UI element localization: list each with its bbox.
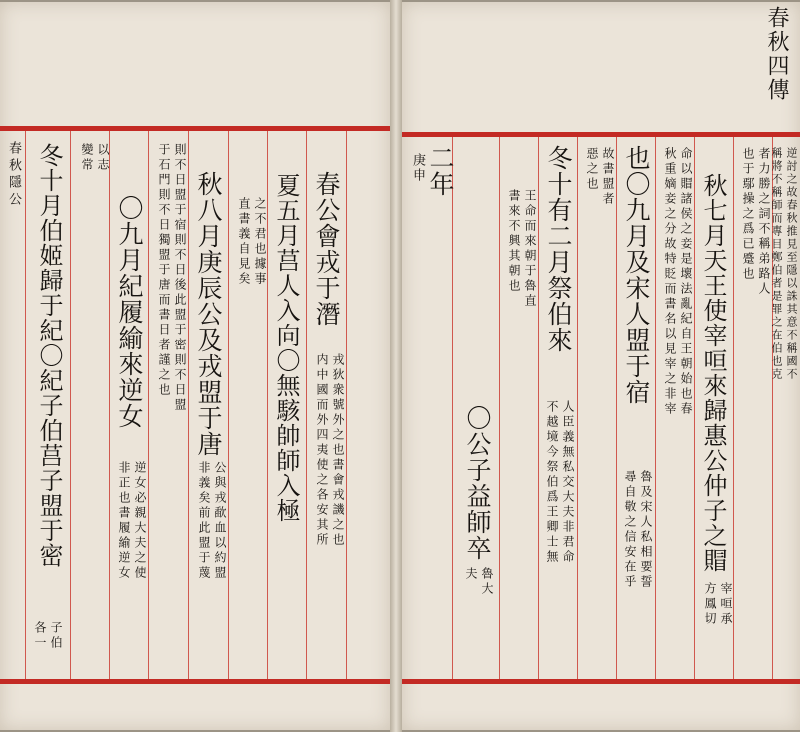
left-col-6-note: 逆女必親大夫之使 非正也書履緰逆女 [117, 461, 147, 581]
left-col-3-note: 之不君也據事 直書義自見矣 [237, 197, 267, 287]
right-col-9-main: 〇公子益師卒 [463, 405, 492, 561]
right-col-2-note: 者力勝之詞不稱弟路人 也于鄢操之爲已蹙也 [741, 147, 771, 297]
left-col-7 [71, 131, 109, 679]
right-col-1 [770, 137, 800, 679]
right-col-5 [617, 137, 655, 679]
left-col-5 [149, 131, 188, 679]
right-col-6-note: 故書盟者 惡之也 [585, 147, 615, 207]
margin-label: 春秋隱公 [6, 141, 21, 209]
left-col-8-main: 冬十月伯姬歸于紀〇紀子伯莒子盟于密 [35, 143, 63, 568]
right-col-2 [734, 137, 772, 679]
right-col-9-note: 魯大 夫 [464, 567, 494, 597]
margin-label-col [2, 131, 24, 679]
right-col-5-note: 魯及宋人私相要誓 尋自敬之信安在乎 [623, 470, 653, 590]
left-col-2 [268, 131, 306, 679]
left-col-4-note: 公與戎歃血以約盟 非義矣前此盟于蔑 [197, 461, 227, 581]
right-col-3-main: 秋七月天王使宰咺來歸惠公仲子之賵 [699, 173, 727, 573]
year-heading-col [402, 137, 455, 679]
right-col-4 [656, 137, 694, 679]
right-page [402, 2, 800, 730]
left-col-4-main: 秋八月庚辰公及戎盟于唐 [194, 171, 223, 457]
right-col-8-note: 王命而來朝于魯直 書來不興其朝也 [507, 189, 537, 309]
left-col-7-note: 以志 變常 [80, 143, 110, 173]
left-col-8 [26, 131, 70, 679]
year-label: 二年 [426, 145, 455, 197]
left-col-1-main: 春公會戎于潛 [312, 171, 341, 327]
left-col-6 [110, 131, 148, 679]
left-col-3 [229, 131, 267, 679]
left-frame [0, 126, 390, 684]
left-col-6-main: 〇九月紀履緰來逆女 [115, 195, 144, 429]
left-col-8-note: 子伯 各一 [33, 621, 63, 651]
left-page [0, 2, 390, 730]
right-col-8 [500, 137, 538, 679]
left-col-1 [307, 131, 346, 679]
cycle-label: 庚申 [410, 153, 425, 183]
right-col-6 [578, 137, 616, 679]
left-col-4 [189, 131, 228, 679]
right-col-4-note: 命以賵諸侯之妾是壞法亂紀自王朝始也春 秋重嫡妾之分故特貶而書名以見宰之非宰 [663, 147, 693, 417]
right-frame [402, 132, 800, 684]
right-col-1-note: 逆討之故春秋推見至隱以誅其意不稱國不 稱將不稱師而專目鄭伯者是罪之在伯也克 [770, 147, 798, 381]
left-col-1-note: 戎狄衆號外之也書會戎譏之也 内中國而外四夷使之各安其所 [315, 353, 345, 548]
page-header: 春秋四傳 [764, 6, 789, 102]
right-col-9 [453, 137, 499, 679]
right-col-7-note: 人臣義無私交大夫非君命 不越境今祭伯爲王卿士無 [545, 400, 575, 565]
left-col-2-main: 夏五月莒人入向〇無駭帥師入極 [272, 173, 300, 523]
right-col-7-main: 冬十有二月祭伯來 [544, 145, 573, 353]
book-gutter [390, 0, 402, 732]
right-col-3-note: 宰咺承 方鳳切 [703, 582, 733, 627]
right-col-5-main: 也〇九月及宋人盟于宿 [622, 145, 651, 405]
left-col-5-note: 則不日盟于宿則不日後此盟于密則不日盟 于石門則不日獨盟于唐而書日者謹之也 [157, 143, 187, 413]
